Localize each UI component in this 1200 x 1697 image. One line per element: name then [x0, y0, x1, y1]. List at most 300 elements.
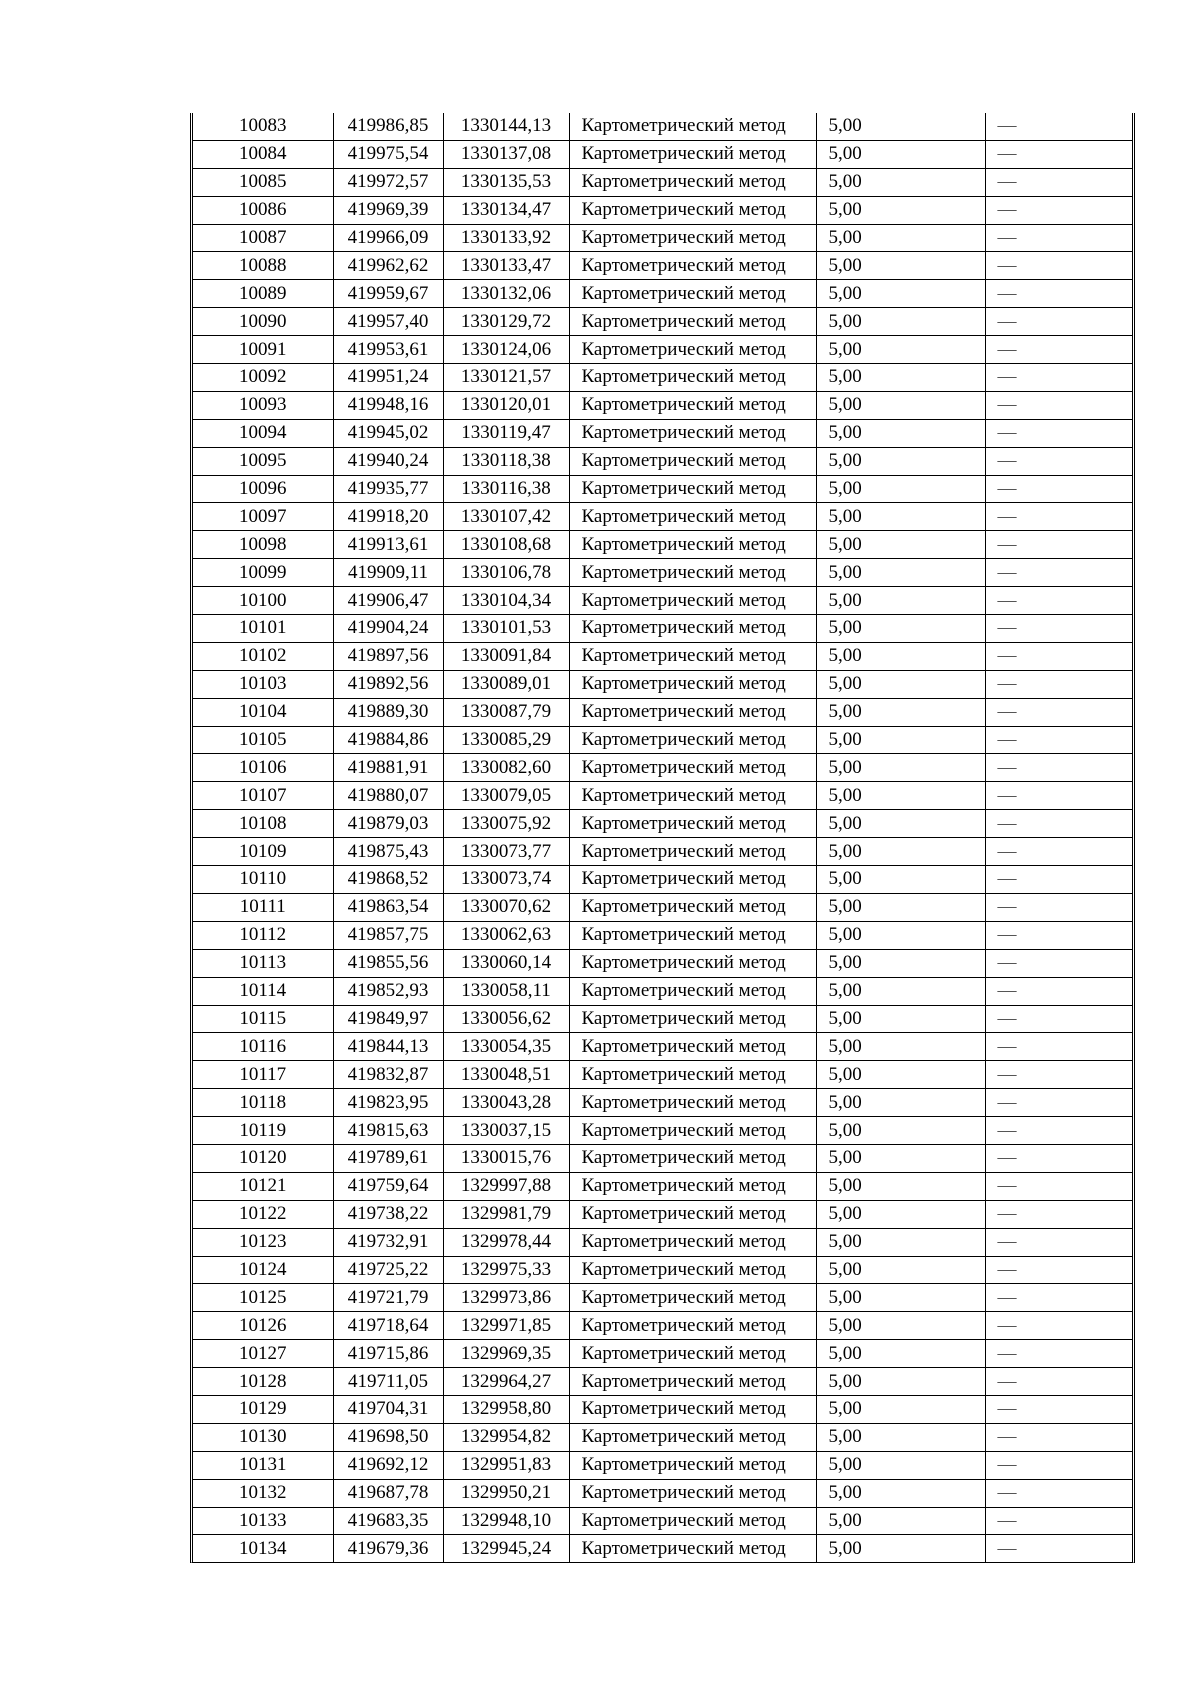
- x-coordinate-cell: 419986,85: [333, 113, 443, 140]
- accuracy-cell: 5,00: [816, 559, 985, 587]
- x-coordinate-cell: 419889,30: [333, 698, 443, 726]
- point-number-cell: 10112: [193, 921, 333, 949]
- note-cell: —: [985, 587, 1132, 615]
- y-coordinate-cell: 1330144,13: [443, 113, 569, 140]
- y-coordinate-cell: 1330107,42: [443, 503, 569, 531]
- point-number-cell: 10105: [193, 726, 333, 754]
- point-number-cell: 10103: [193, 670, 333, 698]
- accuracy-cell: 5,00: [816, 1395, 985, 1423]
- accuracy-cell: 5,00: [816, 280, 985, 308]
- y-coordinate-cell: 1329997,88: [443, 1172, 569, 1200]
- y-coordinate-cell: 1330054,35: [443, 1033, 569, 1061]
- point-number-cell: 10109: [193, 838, 333, 866]
- x-coordinate-cell: 419844,13: [333, 1033, 443, 1061]
- table-row: [193, 1423, 1132, 1451]
- table-row: [193, 670, 1132, 698]
- x-coordinate-cell: 419881,91: [333, 754, 443, 782]
- x-coordinate-cell: 419884,86: [333, 726, 443, 754]
- method-cell: Картометрический метод: [569, 893, 816, 921]
- method-cell: Картометрический метод: [569, 1284, 816, 1312]
- note-cell: —: [985, 308, 1132, 336]
- note-cell: —: [985, 921, 1132, 949]
- x-coordinate-cell: 419957,40: [333, 308, 443, 336]
- x-coordinate-cell: 419935,77: [333, 475, 443, 503]
- point-number-cell: 10102: [193, 642, 333, 670]
- point-number-cell: 10107: [193, 782, 333, 810]
- y-coordinate-cell: 1330106,78: [443, 559, 569, 587]
- x-coordinate-cell: 419855,56: [333, 949, 443, 977]
- point-number-cell: 10129: [193, 1395, 333, 1423]
- method-cell: Картометрический метод: [569, 1256, 816, 1284]
- method-cell: Картометрический метод: [569, 1033, 816, 1061]
- x-coordinate-cell: 419832,87: [333, 1061, 443, 1089]
- x-coordinate-cell: 419687,78: [333, 1479, 443, 1507]
- point-number-cell: 10106: [193, 754, 333, 782]
- method-cell: Картометрический метод: [569, 140, 816, 168]
- x-coordinate-cell: 419815,63: [333, 1117, 443, 1145]
- note-cell: —: [985, 447, 1132, 475]
- x-coordinate-cell: 419725,22: [333, 1256, 443, 1284]
- note-cell: —: [985, 782, 1132, 810]
- x-coordinate-cell: 419857,75: [333, 921, 443, 949]
- y-coordinate-cell: 1330133,92: [443, 224, 569, 252]
- y-coordinate-cell: 1330082,60: [443, 754, 569, 782]
- table-row: [193, 1256, 1132, 1284]
- note-cell: —: [985, 726, 1132, 754]
- y-coordinate-cell: 1330104,34: [443, 587, 569, 615]
- y-coordinate-cell: 1330118,38: [443, 447, 569, 475]
- method-cell: Картометрический метод: [569, 642, 816, 670]
- y-coordinate-cell: 1330091,84: [443, 642, 569, 670]
- note-cell: —: [985, 140, 1132, 168]
- point-number-cell: 10086: [193, 196, 333, 224]
- table-row: [193, 949, 1132, 977]
- table-row: [193, 280, 1132, 308]
- table-row: [193, 1144, 1132, 1172]
- table-row: [193, 642, 1132, 670]
- note-cell: —: [985, 391, 1132, 419]
- x-coordinate-cell: 419692,12: [333, 1451, 443, 1479]
- note-cell: —: [985, 224, 1132, 252]
- point-number-cell: 10130: [193, 1423, 333, 1451]
- note-cell: —: [985, 1005, 1132, 1033]
- table-row: [193, 336, 1132, 364]
- method-cell: Картометрический метод: [569, 977, 816, 1005]
- x-coordinate-cell: 419969,39: [333, 196, 443, 224]
- point-number-cell: 10085: [193, 168, 333, 196]
- table-row: [193, 113, 1132, 140]
- accuracy-cell: 5,00: [816, 224, 985, 252]
- y-coordinate-cell: 1329971,85: [443, 1312, 569, 1340]
- y-coordinate-cell: 1330089,01: [443, 670, 569, 698]
- table-row: [193, 810, 1132, 838]
- coordinates-table-body: [193, 113, 1132, 1562]
- x-coordinate-cell: 419852,93: [333, 977, 443, 1005]
- y-coordinate-cell: 1330132,06: [443, 280, 569, 308]
- y-coordinate-cell: 1330116,38: [443, 475, 569, 503]
- x-coordinate-cell: 419909,11: [333, 559, 443, 587]
- x-coordinate-cell: 419732,91: [333, 1228, 443, 1256]
- accuracy-cell: 5,00: [816, 1061, 985, 1089]
- table-row: [193, 615, 1132, 643]
- x-coordinate-cell: 419789,61: [333, 1144, 443, 1172]
- table-row: [193, 168, 1132, 196]
- y-coordinate-cell: 1330043,28: [443, 1089, 569, 1117]
- note-cell: —: [985, 866, 1132, 894]
- y-coordinate-cell: 1330079,05: [443, 782, 569, 810]
- point-number-cell: 10123: [193, 1228, 333, 1256]
- x-coordinate-cell: 419698,50: [333, 1423, 443, 1451]
- note-cell: —: [985, 977, 1132, 1005]
- note-cell: —: [985, 1395, 1132, 1423]
- accuracy-cell: 5,00: [816, 1200, 985, 1228]
- note-cell: —: [985, 1451, 1132, 1479]
- y-coordinate-cell: 1330101,53: [443, 615, 569, 643]
- point-number-cell: 10116: [193, 1033, 333, 1061]
- table-row: [193, 1005, 1132, 1033]
- point-number-cell: 10133: [193, 1507, 333, 1535]
- x-coordinate-cell: 419906,47: [333, 587, 443, 615]
- accuracy-cell: 5,00: [816, 391, 985, 419]
- point-number-cell: 10127: [193, 1340, 333, 1368]
- x-coordinate-cell: 419683,35: [333, 1507, 443, 1535]
- x-coordinate-cell: 419948,16: [333, 391, 443, 419]
- note-cell: —: [985, 1061, 1132, 1089]
- method-cell: Картометрический метод: [569, 587, 816, 615]
- point-number-cell: 10111: [193, 893, 333, 921]
- point-number-cell: 10110: [193, 866, 333, 894]
- method-cell: Картометрический метод: [569, 1144, 816, 1172]
- y-coordinate-cell: 1330119,47: [443, 419, 569, 447]
- table-row: [193, 1284, 1132, 1312]
- accuracy-cell: 5,00: [816, 447, 985, 475]
- table-row: [193, 1507, 1132, 1535]
- x-coordinate-cell: 419880,07: [333, 782, 443, 810]
- x-coordinate-cell: 419849,97: [333, 1005, 443, 1033]
- table-row: [193, 1395, 1132, 1423]
- method-cell: Картометрический метод: [569, 1535, 816, 1562]
- table-row: [193, 1089, 1132, 1117]
- x-coordinate-cell: 419959,67: [333, 280, 443, 308]
- x-coordinate-cell: 419863,54: [333, 893, 443, 921]
- table-row: [193, 1172, 1132, 1200]
- table-row: [193, 726, 1132, 754]
- x-coordinate-cell: 419953,61: [333, 336, 443, 364]
- accuracy-cell: 5,00: [816, 336, 985, 364]
- y-coordinate-cell: 1330134,47: [443, 196, 569, 224]
- table-row: [193, 1451, 1132, 1479]
- table-row: [193, 838, 1132, 866]
- note-cell: —: [985, 1256, 1132, 1284]
- accuracy-cell: 5,00: [816, 1284, 985, 1312]
- table-row: [193, 1340, 1132, 1368]
- point-number-cell: 10101: [193, 615, 333, 643]
- note-cell: —: [985, 1507, 1132, 1535]
- x-coordinate-cell: 419704,31: [333, 1395, 443, 1423]
- table-row: [193, 1479, 1132, 1507]
- x-coordinate-cell: 419904,24: [333, 615, 443, 643]
- method-cell: Картометрический метод: [569, 921, 816, 949]
- x-coordinate-cell: 419940,24: [333, 447, 443, 475]
- method-cell: Картометрический метод: [569, 1172, 816, 1200]
- note-cell: —: [985, 1340, 1132, 1368]
- accuracy-cell: 5,00: [816, 1228, 985, 1256]
- y-coordinate-cell: 1329981,79: [443, 1200, 569, 1228]
- accuracy-cell: 5,00: [816, 1256, 985, 1284]
- x-coordinate-cell: 419918,20: [333, 503, 443, 531]
- method-cell: Картометрический метод: [569, 1061, 816, 1089]
- accuracy-cell: 5,00: [816, 782, 985, 810]
- x-coordinate-cell: 419679,36: [333, 1535, 443, 1562]
- accuracy-cell: 5,00: [816, 754, 985, 782]
- accuracy-cell: 5,00: [816, 1312, 985, 1340]
- method-cell: Картометрический метод: [569, 1395, 816, 1423]
- note-cell: —: [985, 949, 1132, 977]
- accuracy-cell: 5,00: [816, 113, 985, 140]
- y-coordinate-cell: 1330037,15: [443, 1117, 569, 1145]
- y-coordinate-cell: 1330060,14: [443, 949, 569, 977]
- method-cell: Картометрический метод: [569, 336, 816, 364]
- note-cell: —: [985, 670, 1132, 698]
- note-cell: —: [985, 1172, 1132, 1200]
- y-coordinate-cell: 1330058,11: [443, 977, 569, 1005]
- accuracy-cell: 5,00: [816, 1172, 985, 1200]
- x-coordinate-cell: 419951,24: [333, 364, 443, 392]
- y-coordinate-cell: 1330124,06: [443, 336, 569, 364]
- method-cell: Картометрический метод: [569, 1479, 816, 1507]
- method-cell: Картометрический метод: [569, 280, 816, 308]
- point-number-cell: 10093: [193, 391, 333, 419]
- note-cell: —: [985, 503, 1132, 531]
- method-cell: Картометрический метод: [569, 1089, 816, 1117]
- method-cell: Картометрический метод: [569, 196, 816, 224]
- accuracy-cell: 5,00: [816, 1144, 985, 1172]
- method-cell: Картометрический метод: [569, 391, 816, 419]
- method-cell: Картометрический метод: [569, 1368, 816, 1396]
- accuracy-cell: 5,00: [816, 308, 985, 336]
- table-row: [193, 1061, 1132, 1089]
- point-number-cell: 10113: [193, 949, 333, 977]
- method-cell: Картометрический метод: [569, 810, 816, 838]
- table-row: [193, 587, 1132, 615]
- method-cell: Картометрический метод: [569, 503, 816, 531]
- method-cell: Картометрический метод: [569, 1507, 816, 1535]
- accuracy-cell: 5,00: [816, 670, 985, 698]
- x-coordinate-cell: 419875,43: [333, 838, 443, 866]
- point-number-cell: 10121: [193, 1172, 333, 1200]
- x-coordinate-cell: 419759,64: [333, 1172, 443, 1200]
- method-cell: Картометрический метод: [569, 224, 816, 252]
- point-number-cell: 10115: [193, 1005, 333, 1033]
- accuracy-cell: 5,00: [816, 1451, 985, 1479]
- method-cell: Картометрический метод: [569, 1423, 816, 1451]
- method-cell: Картометрический метод: [569, 726, 816, 754]
- point-number-cell: 10090: [193, 308, 333, 336]
- x-coordinate-cell: 419879,03: [333, 810, 443, 838]
- x-coordinate-cell: 419711,05: [333, 1368, 443, 1396]
- y-coordinate-cell: 1330070,62: [443, 893, 569, 921]
- point-number-cell: 10091: [193, 336, 333, 364]
- note-cell: —: [985, 1200, 1132, 1228]
- note-cell: —: [985, 810, 1132, 838]
- point-number-cell: 10084: [193, 140, 333, 168]
- method-cell: Картометрический метод: [569, 1005, 816, 1033]
- accuracy-cell: 5,00: [816, 726, 985, 754]
- point-number-cell: 10087: [193, 224, 333, 252]
- method-cell: Картометрический метод: [569, 1312, 816, 1340]
- table-row: [193, 921, 1132, 949]
- note-cell: —: [985, 1033, 1132, 1061]
- accuracy-cell: 5,00: [816, 642, 985, 670]
- x-coordinate-cell: 419868,52: [333, 866, 443, 894]
- table-row: [193, 559, 1132, 587]
- y-coordinate-cell: 1329958,80: [443, 1395, 569, 1423]
- table-row: [193, 196, 1132, 224]
- method-cell: Картометрический метод: [569, 1200, 816, 1228]
- y-coordinate-cell: 1330015,76: [443, 1144, 569, 1172]
- accuracy-cell: 5,00: [816, 140, 985, 168]
- point-number-cell: 10083: [239, 115, 287, 137]
- point-number-cell: 10119: [193, 1117, 333, 1145]
- note-cell: —: [985, 1089, 1132, 1117]
- method-cell: Картометрический метод: [569, 1451, 816, 1479]
- y-coordinate-cell: 1329978,44: [443, 1228, 569, 1256]
- table-row: [193, 252, 1132, 280]
- x-coordinate-cell: 419962,62: [333, 252, 443, 280]
- accuracy-cell: 5,00: [816, 1368, 985, 1396]
- note-cell: —: [985, 364, 1132, 392]
- note-cell: —: [985, 1479, 1132, 1507]
- accuracy-cell: 5,00: [816, 1479, 985, 1507]
- y-coordinate-cell: 1329969,35: [443, 1340, 569, 1368]
- method-cell: Картометрический метод: [569, 838, 816, 866]
- accuracy-cell: 5,00: [816, 531, 985, 559]
- y-coordinate-cell: 1329951,83: [443, 1451, 569, 1479]
- x-coordinate-cell: 419972,57: [333, 168, 443, 196]
- note-cell: —: [985, 754, 1132, 782]
- table-row: [193, 308, 1132, 336]
- point-number-cell: 10092: [193, 364, 333, 392]
- accuracy-cell: 5,00: [816, 949, 985, 977]
- accuracy-cell: 5,00: [816, 1117, 985, 1145]
- accuracy-cell: 5,00: [816, 1089, 985, 1117]
- table-row: [193, 977, 1132, 1005]
- note-cell: —: [985, 1228, 1132, 1256]
- method-cell: Картометрический метод: [569, 670, 816, 698]
- method-cell: Картометрический метод: [569, 782, 816, 810]
- y-coordinate-cell: 1330120,01: [443, 391, 569, 419]
- accuracy-cell: 5,00: [816, 1033, 985, 1061]
- point-number-cell: 10095: [193, 447, 333, 475]
- method-cell: Картометрический метод: [569, 1228, 816, 1256]
- method-cell: Картометрический метод: [569, 475, 816, 503]
- accuracy-cell: 5,00: [816, 1423, 985, 1451]
- method-cell: Картометрический метод: [569, 1340, 816, 1368]
- y-coordinate-cell: 1330062,63: [443, 921, 569, 949]
- table-row: [193, 1117, 1132, 1145]
- accuracy-cell: 5,00: [816, 810, 985, 838]
- table-row: [193, 1535, 1132, 1562]
- accuracy-cell: 5,00: [816, 475, 985, 503]
- table-row: [193, 364, 1132, 392]
- note-cell: —: [985, 1117, 1132, 1145]
- y-coordinate-cell: 1329975,33: [443, 1256, 569, 1284]
- note-cell: —: [985, 196, 1132, 224]
- table-row: [193, 1368, 1132, 1396]
- point-number-cell: 10118: [193, 1089, 333, 1117]
- y-coordinate-cell: 1330087,79: [443, 698, 569, 726]
- accuracy-cell: 5,00: [816, 977, 985, 1005]
- x-coordinate-cell: 419975,54: [333, 140, 443, 168]
- table-row: [193, 1228, 1132, 1256]
- note-cell: —: [985, 1423, 1132, 1451]
- table-row: [193, 782, 1132, 810]
- note-cell: —: [985, 252, 1132, 280]
- y-coordinate-cell: 1330048,51: [443, 1061, 569, 1089]
- point-number-cell: 10131: [193, 1451, 333, 1479]
- x-coordinate-cell: 419945,02: [333, 419, 443, 447]
- y-coordinate-cell: 1330085,29: [443, 726, 569, 754]
- y-coordinate-cell: 1329964,27: [443, 1368, 569, 1396]
- table-row: [193, 866, 1132, 894]
- note-cell: —: [985, 280, 1132, 308]
- method-cell: Картометрический метод: [569, 113, 816, 140]
- y-coordinate-cell: 1330129,72: [443, 308, 569, 336]
- table-row: [193, 1312, 1132, 1340]
- method-cell: Картометрический метод: [569, 447, 816, 475]
- method-cell: Картометрический метод: [569, 615, 816, 643]
- accuracy-cell: 5,00: [816, 866, 985, 894]
- table-row: [193, 698, 1132, 726]
- accuracy-cell: 5,00: [816, 1005, 985, 1033]
- x-coordinate-cell: 419738,22: [333, 1200, 443, 1228]
- point-number-cell: 10108: [193, 810, 333, 838]
- table-row: [193, 391, 1132, 419]
- y-coordinate-cell: 1330133,47: [443, 252, 569, 280]
- y-coordinate-cell: 1330056,62: [443, 1005, 569, 1033]
- accuracy-cell: 5,00: [816, 196, 985, 224]
- method-cell: Картометрический метод: [569, 754, 816, 782]
- point-number-cell: 10097: [193, 503, 333, 531]
- note-cell: —: [985, 531, 1132, 559]
- accuracy-cell: 5,00: [816, 893, 985, 921]
- accuracy-cell: 5,00: [816, 1535, 985, 1562]
- method-cell: Картометрический метод: [569, 419, 816, 447]
- table-row: [193, 893, 1132, 921]
- accuracy-cell: 5,00: [816, 252, 985, 280]
- x-coordinate-cell: 419966,09: [333, 224, 443, 252]
- x-coordinate-cell: 419715,86: [333, 1340, 443, 1368]
- note-cell: —: [985, 1284, 1132, 1312]
- accuracy-cell: 5,00: [816, 168, 985, 196]
- accuracy-cell: 5,00: [816, 503, 985, 531]
- accuracy-cell: 5,00: [816, 698, 985, 726]
- accuracy-cell: 5,00: [816, 587, 985, 615]
- x-coordinate-cell: 419823,95: [333, 1089, 443, 1117]
- coordinates-table: [193, 113, 1132, 1562]
- table-row: [193, 419, 1132, 447]
- y-coordinate-cell: 1330073,77: [443, 838, 569, 866]
- point-number-cell: 10089: [193, 280, 333, 308]
- table-row: [193, 224, 1132, 252]
- note-cell: —: [985, 615, 1132, 643]
- note-cell: —: [985, 475, 1132, 503]
- y-coordinate-cell: 1330137,08: [443, 140, 569, 168]
- x-coordinate-cell: 419892,56: [333, 670, 443, 698]
- table-row: [193, 754, 1132, 782]
- point-number-cell: 10117: [193, 1061, 333, 1089]
- point-number-cell: 10100: [193, 587, 333, 615]
